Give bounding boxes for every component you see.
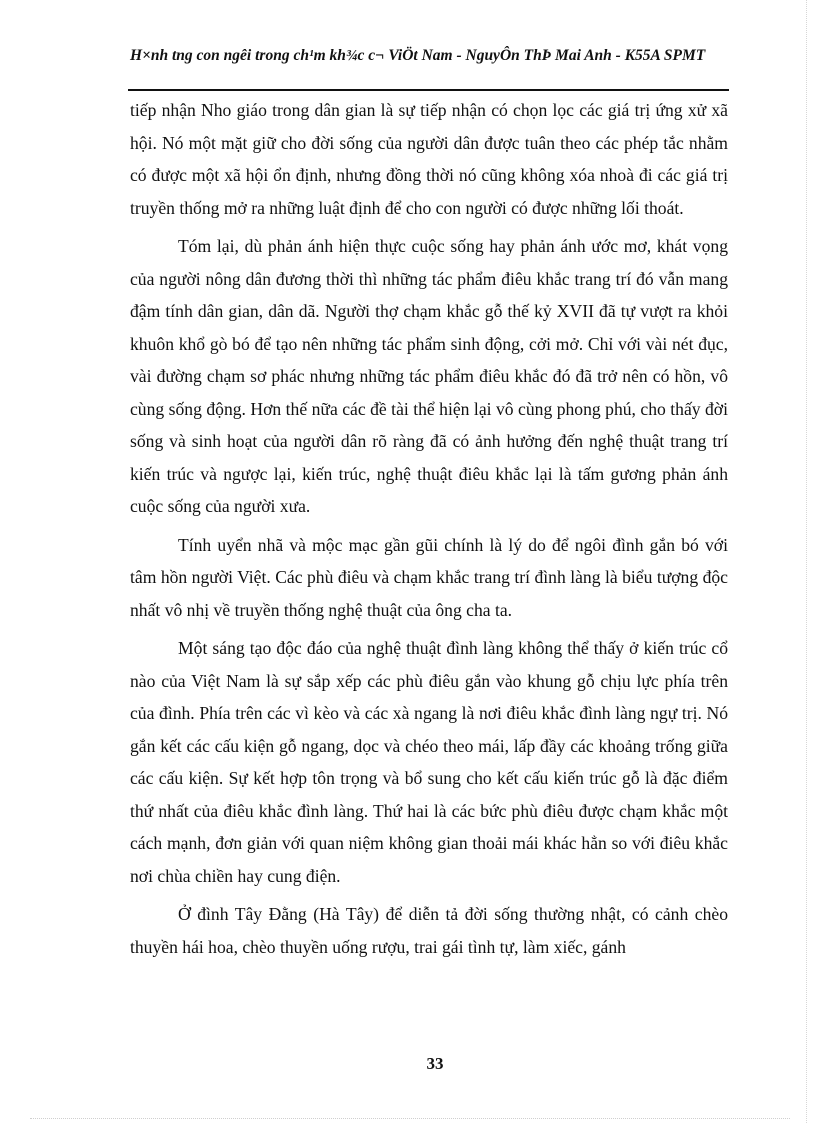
paragraph: Tính uyển nhã và mộc mạc gần gũi chính là lý do để ngôi đình gắn bó với tâm hồn người Việt. Các phù điêu và chạm khắc trang trí đình làng là biểu tượng độc nhất vô nhị về truyền thống nghệ thuật của ông cha ta. [130,534,728,620]
running-header: H×nh tng con ngêi trong ch¹m kh¾c c¬ ViÖt Nam - NguyÔn ThÞ Mai Anh - K55A SPMT [130,47,706,64]
page-number: 33 [426,1054,444,1073]
paragraph: Tóm lại, dù phản ánh hiện thực cuộc sống hay phản ánh ước mơ, khát vọng của người nông dân đương thời thì những tác phẩm điêu khắc trang trí đó vẫn mang đậm tính dân gian, dân dã. Người thợ chạm khắc gỗ thế kỷ XVII đã tự vượt ra khỏi khuôn khổ gò bó để tạo nên những tác phẩm sinh động, cởi mở. Chỉ với vài nét đục, vài đường chạm sơ phác nhưng những tác phẩm điêu khắc đó đã trở nên có hồn, vô cùng sống động. Hơn thế nữa các đề tài thể hiện lại vô cùng phong phú, cho thấy đời sống và sinh hoạt của người dân rõ ràng đã có ảnh hưởng đến nghệ thuật trang trí kiến trúc và ngược lại, kiến trúc, nghệ thuật điêu khắc lại là tấm gương phản ánh cuộc sống của người xưa. [130,236,728,516]
paragraph: Ở đình Tây Đằng (Hà Tây) để diễn tả đời sống thường nhật, có cảnh chèo thuyền hái hoa, chèo thuyền uống rượu, trai gái tình tự, làm xiếc, gánh [130,904,728,957]
page-bottom-edge [30,1118,790,1119]
page-right-edge [806,0,807,1123]
paragraph-continuation: tiếp nhận Nho giáo trong dân gian là sự tiếp nhận có chọn lọc các giá trị ứng xử xã hội. Nó một mặt giữ cho đời sống của người dân được tuân theo các phép tắc nhằm có được một xã hội ổn định, nhưng đồng thời nó cũng không xóa nhoà đi các giá trị truyền thống mở ra những luật định để cho con người có được những lối thoát. [130,100,728,218]
body-text [130,94,728,969]
header-divider [128,89,729,91]
paragraph: Một sáng tạo độc đáo của nghệ thuật đình làng không thể thấy ở kiến trúc cổ nào của Việt Nam là sự sắp xếp các phù điêu gắn vào khung gỗ chịu lực phía trên của đình. Phía trên các vì kèo và các xà ngang là nơi điêu khắc đình làng ngự trị. Nó gắn kết các cấu kiện gỗ ngang, dọc và chéo theo mái, lấp đầy các khoảng trống giữa các cấu kiện. Sự kết hợp tôn trọng và bổ sung cho kết cấu kiến trúc gỗ là đặc điểm thứ nhất của điêu khắc đình làng. Thứ hai là các bức phù điêu được chạm khắc một cách mạnh, đơn giản với quan niệm không gian thoải mái khác hẳn so với điêu khắc nơi chùa chiền hay cung điện. [130,638,728,886]
